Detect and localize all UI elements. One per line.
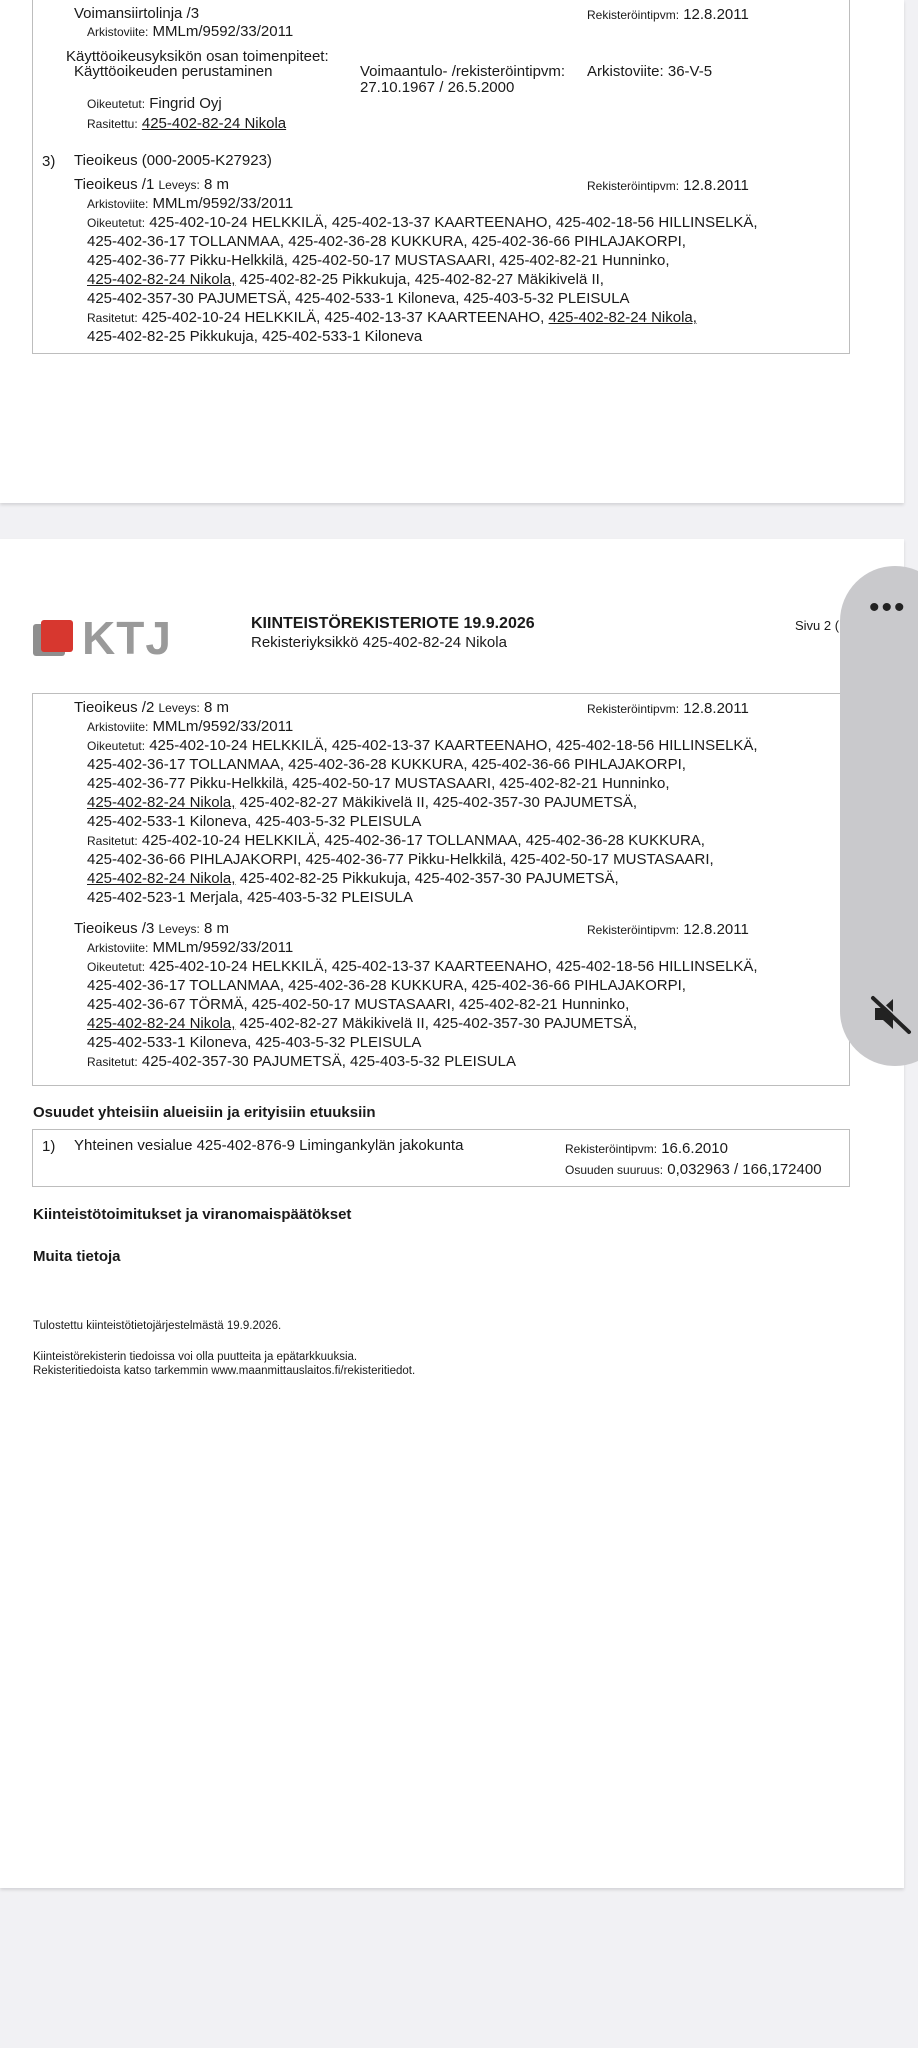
tieoikeus-3-reg: Rekisteröintipvm: 12.8.2011 [587, 921, 749, 938]
tieoikeus-2-oik-line1: Oikeutetut: 425-402-10-24 HELKKILÄ, 425-402-13-37 KAARTEENAHO, 425-402-18-56 HILLINSELKÄ, [87, 737, 758, 754]
tieoikeus-3-oik-line2: 425-402-36-17 TOLLANMAA, 425-402-36-28 KUKKURA, 425-402-36-66 PIHLAJAKORPI, [87, 977, 686, 994]
tieoikeus-3-title: Tieoikeus /3 Leveys: 8 m [74, 920, 230, 937]
section-number: 3) [42, 153, 56, 170]
tieoikeus-3-oik-line3: 425-402-36-67 TÖRMÄ, 425-402-50-17 MUSTASAARI, 425-402-82-21 Hunninko, [87, 996, 630, 1013]
osuus-reg: Rekisteröintipvm: 16.6.2010 [565, 1140, 728, 1157]
voimansiirto-reg: Rekisteröintipvm: 12.8.2011 [587, 6, 749, 23]
tieoikeus-2-title: Tieoikeus /2 Leveys: 8 m [74, 699, 230, 716]
tieoikeus-3-oik-line5: 425-402-533-1 Kiloneva, 425-403-5-32 PLEISULA [87, 1034, 422, 1051]
document-page-2 [0, 539, 904, 1888]
tieoikeus-2-oik-line4: 425-402-82-24 Nikola, 425-402-82-27 Mäkikivelä II, 425-402-357-30 PAJUMETSÄ, [87, 794, 638, 811]
viewer-controls-panel [840, 566, 918, 1066]
kiinteistotoimitukset-heading: Kiinteistötoimitukset ja viranomaispäätökset [33, 1206, 352, 1223]
tieoikeus-1-oik-line1: Oikeutetut: 425-402-10-24 HELKKILÄ, 425-402-13-37 KAARTEENAHO, 425-402-18-56 HILLINSELKÄ, [87, 214, 758, 231]
osuudet-heading: Osuudet yhteisiin alueisiin ja erityisiin etuuksiin [33, 1104, 376, 1121]
tieoikeus-1-oik-line5: 425-402-357-30 PAJUMETSÄ, 425-402-533-1 Kiloneva, 425-403-5-32 PLEISULA [87, 290, 630, 307]
tieoikeus-2-ras-line2: 425-402-36-66 PIHLAJAKORPI, 425-402-36-77 Pikku-Helkkilä, 425-402-50-17 MUSTASAARI, [87, 851, 714, 868]
speaker-muted-icon[interactable] [869, 992, 913, 1036]
tieoikeus-1-oik-line3: 425-402-36-77 Pikku-Helkkilä, 425-402-50-17 MUSTASAARI, 425-402-82-21 Hunninko, [87, 252, 670, 269]
tieoikeus-1-ras-line2: 425-402-82-25 Pikkukuja, 425-402-533-1 Kiloneva [87, 328, 423, 345]
tieoikeus-2-reg: Rekisteröintipvm: 12.8.2011 [587, 700, 749, 717]
tieoikeus-2-ras-line1: Rasitetut: 425-402-10-24 HELKKILÄ, 425-402-36-17 TOLLANMAA, 425-402-36-28 KUKKURA, [87, 832, 705, 849]
tieoikeus-2-oik-line3: 425-402-36-77 Pikku-Helkkilä, 425-402-50-17 MUSTASAARI, 425-402-82-21 Hunninko, [87, 775, 670, 792]
osuus-suuruus: Osuuden suuruus: 0,032963 / 166,172400 [565, 1161, 822, 1178]
tieoikeus-1-title: Tieoikeus /1 Leveys: 8 m [74, 176, 230, 193]
tieoikeus-1-reg: Rekisteröintipvm: 12.8.2011 [587, 177, 749, 194]
disclaimer-line1: Kiinteistörekisterin tiedoissa voi olla puutteita ja epätarkkuuksia. [33, 1351, 358, 1363]
section-title: Tieoikeus (000-2005-K27923) [74, 152, 272, 169]
logo-text: KTJ [82, 612, 172, 664]
tieoikeus-3-oik-line1: Oikeutetut: 425-402-10-24 HELKKILÄ, 425-402-13-37 KAARTEENAHO, 425-402-18-56 HILLINSELKÄ, [87, 958, 758, 975]
tieoikeus-1-oik-line4: 425-402-82-24 Nikola, 425-402-82-25 Pikkukuja, 425-402-82-27 Mäkikivelä II, [87, 271, 604, 288]
tieoikeus-3-ras-line1: Rasitetut: 425-402-357-30 PAJUMETSÄ, 425-403-5-32 PLEISULA [87, 1053, 516, 1070]
arkisto-36: Arkistoviite: 36-V-5 [587, 63, 713, 80]
voimansiirto-oikeutetut: Oikeutetut: Fingrid Oyj [87, 95, 222, 112]
tieoikeus-1-oik-line2: 425-402-36-17 TOLLANMAA, 425-402-36-28 KUKKURA, 425-402-36-66 PIHLAJAKORPI, [87, 233, 686, 250]
tieoikeus-2-arkisto: Arkistoviite: MMLm/9592/33/2011 [87, 718, 294, 735]
voimansiirto-arkisto: Arkistoviite: MMLm/9592/33/2011 [87, 23, 294, 40]
tieoikeus-2-oik-line2: 425-402-36-17 TOLLANMAA, 425-402-36-28 KUKKURA, 425-402-36-66 PIHLAJAKORPI, [87, 756, 686, 773]
toimenpiteet-label: Käyttöoikeusyksikön osan toimenpiteet: [66, 48, 329, 65]
tieoikeus-1-ras-line1: Rasitetut: 425-402-10-24 HELKKILÄ, 425-402-13-37 KAARTEENAHO, 425-402-82-24 Nikola, [87, 309, 697, 326]
tieoikeus-2-oik-line5: 425-402-533-1 Kiloneva, 425-403-5-32 PLEISULA [87, 813, 422, 830]
voimansiirto-title: Voimansiirtolinja /3 [74, 5, 200, 22]
disclaimer-line2: Rekisteritiedoista katso tarkemmin www.maanmittauslaitos.fi/rekisteritiedot. [33, 1365, 416, 1377]
page-number: Sivu 2 ( [795, 618, 840, 633]
tieoikeus-3-oik-line4: 425-402-82-24 Nikola, 425-402-82-27 Mäkikivelä II, 425-402-357-30 PAJUMETSÄ, [87, 1015, 638, 1032]
header-subtitle: Rekisteriyksikkö 425-402-82-24 Nikola [251, 634, 507, 651]
more-options-button[interactable]: ••• [869, 591, 907, 624]
document-page-1 [0, 0, 904, 503]
logo-square-red [41, 620, 73, 652]
tieoikeus-2-ras-line3: 425-402-82-24 Nikola, 425-402-82-25 Pikkukuja, 425-402-357-30 PAJUMETSÄ, [87, 870, 619, 887]
muita-tietoja-heading: Muita tietoja [33, 1248, 121, 1265]
osuus-number: 1) [42, 1138, 56, 1155]
osuus-text: Yhteinen vesialue 425-402-876-9 Limingankylän jakokunta [74, 1137, 464, 1154]
voimaantulo-date: 27.10.1967 / 26.5.2000 [360, 79, 515, 96]
tieoikeus-1-arkisto: Arkistoviite: MMLm/9592/33/2011 [87, 195, 294, 212]
perustaminen-label: Käyttöoikeuden perustaminen [74, 63, 273, 80]
voimaantulo-label: Voimaantulo- /rekisteröintipvm: [360, 63, 566, 80]
printed-note: Tulostettu kiinteistötietojärjestelmästä 19.9.2026. [33, 1320, 282, 1332]
tieoikeus-3-arkisto: Arkistoviite: MMLm/9592/33/2011 [87, 939, 294, 956]
tieoikeus-2-ras-line4: 425-402-523-1 Merjala, 425-403-5-32 PLEISULA [87, 889, 414, 906]
voimansiirto-rasitettu: Rasitettu: 425-402-82-24 Nikola [87, 115, 287, 132]
header-title: KIINTEISTÖREKISTERIOTE 19.9.2026 [251, 615, 535, 632]
